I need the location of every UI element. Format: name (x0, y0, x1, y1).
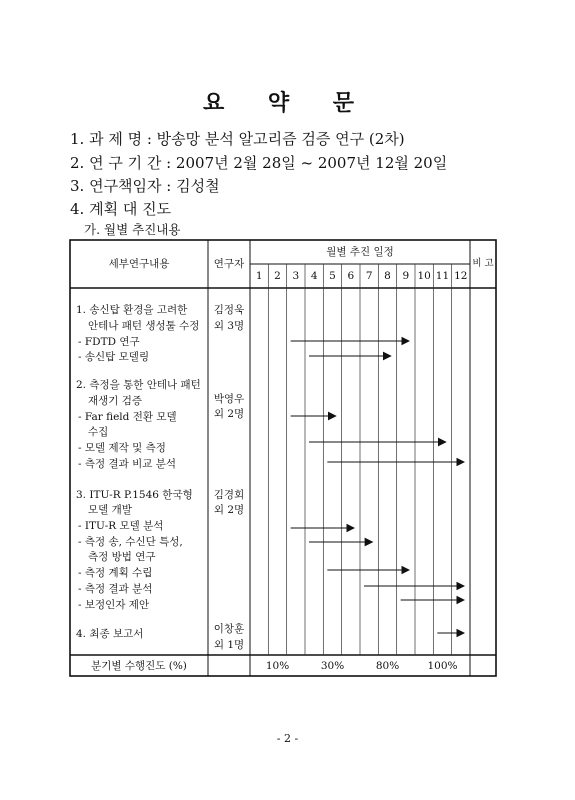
task-3-tx-rx: - 측정 송, 수신단 특성, (78, 536, 183, 548)
month-header-11: 11 (435, 270, 450, 282)
principal-investigator-line: 3. 연구책임자 : 김성철 (70, 177, 220, 195)
task-3-method: 측정 방법 연구 (88, 551, 156, 563)
month-header-12: 12 (454, 270, 468, 282)
month-header-9: 9 (402, 270, 410, 282)
task-3-result-analysis: - 측정 결과 분석 (78, 583, 153, 595)
header-note: 비 고 (472, 258, 494, 269)
page-number: - 2 - (276, 732, 299, 745)
task-1-fdtd: - FDTD 연구 (78, 336, 140, 348)
task-1-researcher-count: 외 3명 (213, 320, 245, 332)
month-header-7: 7 (365, 270, 373, 282)
month-header-5: 5 (329, 270, 336, 282)
task-3-researcher: 김경회 (213, 489, 245, 501)
month-header-2: 2 (274, 270, 281, 282)
task-1-title-cont: 안테나 패턴 생성툴 수정 (88, 320, 200, 332)
task-4-title: 4. 최종 보고서 (76, 628, 144, 640)
progress-q1: 10% (265, 660, 290, 672)
month-header-6: 6 (347, 270, 355, 282)
progress-q3: 80% (375, 660, 400, 672)
monthly-plan-subheading: 가. 월별 추진내용 (84, 222, 181, 237)
task-3-plan: - 측정 계획 수립 (78, 567, 153, 579)
task-4-researcher-count: 외 1명 (213, 639, 245, 651)
task-2-researcher-count: 외 2명 (213, 408, 245, 420)
header-research-item: 세부연구내용 (108, 258, 170, 270)
task-1-researcher: 김정욱 (213, 304, 245, 316)
task-1-tower-model: - 송신탑 모델링 (78, 351, 150, 363)
task-3-title-cont: 모델 개발 (88, 504, 132, 516)
month-header-8: 8 (384, 270, 391, 282)
task-2-title: 2. 측정을 통한 안테나 패턴 (76, 379, 201, 391)
header-researcher: 연구자 (213, 258, 245, 270)
task-2-far-field: - Far field 전환 모델 (78, 411, 177, 423)
task-2-compare: - 측정 결과 비교 분석 (78, 458, 177, 470)
month-header-10: 10 (417, 270, 431, 282)
task-3-title: 3. ITU-R P.1546 한국형 (76, 489, 193, 501)
document-title: 요 약 문 (202, 90, 373, 116)
month-header-4: 4 (310, 270, 318, 282)
plan-progress-heading: 4. 계획 대 진도 (70, 200, 172, 218)
header-monthly-schedule: 월별 추진 일정 (326, 246, 394, 258)
task-3-correction: - 보정인자 제안 (78, 599, 150, 611)
task-3-itu-analysis: - ITU-R 모델 분석 (78, 520, 164, 532)
month-header-3: 3 (292, 270, 300, 282)
research-period-line: 2. 연 구 기 간 : 2007년 2월 28일 ~ 2007년 12월 20일 (70, 154, 448, 172)
task-2-researcher: 박영우 (213, 393, 245, 405)
task-2-title-cont: 재생기 검증 (88, 395, 143, 407)
task-4-researcher: 이창훈 (213, 623, 245, 635)
progress-q4: 100% (427, 660, 458, 672)
task-2-far-field-cont: 수집 (88, 426, 109, 438)
progress-q2: 30% (320, 660, 345, 672)
task-3-researcher-count: 외 2명 (213, 504, 245, 516)
month-header-1: 1 (255, 270, 263, 282)
task-1-title: 1. 송신탑 환경을 고려한 (76, 304, 188, 316)
progress-label: 분기별 수행진도 (%) (91, 660, 187, 672)
task-2-build-measure: - 모델 제작 및 측정 (78, 442, 166, 454)
project-name-line: 1. 과 제 명 : 방송망 분석 알고리즘 검증 연구 (2차) (70, 130, 405, 148)
